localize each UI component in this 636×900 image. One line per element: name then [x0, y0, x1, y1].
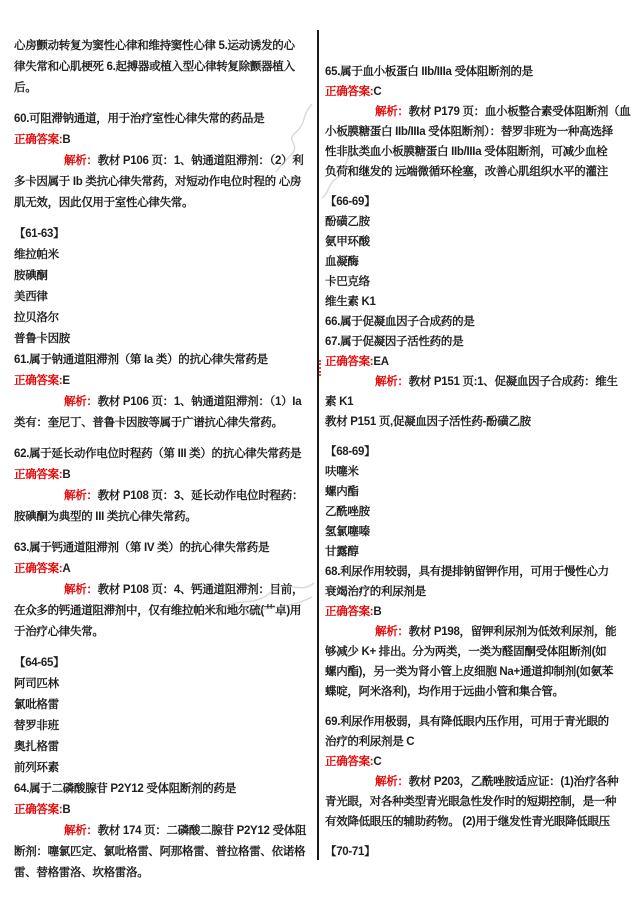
watermark-scribble	[272, 100, 320, 174]
analysis-text: 教材 P203，乙酰唑胺适应证：(1)治疗各种	[408, 776, 619, 788]
correct-answer-label: 正确答案:	[325, 356, 374, 368]
text-continuation-line: 雷、替格雷洛、坎格雷洛。	[14, 867, 149, 879]
question-group-header: 【70-71】	[325, 846, 376, 858]
option-item: 阿司匹林	[14, 678, 59, 690]
answer-value: C	[373, 86, 382, 98]
option-item: 普鲁卡因胺	[14, 333, 70, 345]
option-item: 替罗非班	[14, 720, 59, 732]
left-column	[14, 36, 316, 884]
text-continuation-line: 小板膜糖蛋白 IIb/IIIa 受体阻断剂）：替罗非班为一种高选择	[325, 126, 613, 138]
text-continuation-line: 性非肽类血小板膜糖蛋白 IIb/IIIa 受体阻断剂，可减少血栓	[325, 146, 608, 158]
paragraph-line: 律失常和心肌梗死 6.起搏器或植入型心律转复除颤器植入	[14, 61, 295, 73]
question-line: 60.可阻滞钠通道，用于治疗室性心律失常的药品是	[14, 113, 265, 125]
analysis-text: 教材 P151 页:1、促凝血因子合成药：维生	[408, 376, 618, 388]
correct-answer-label: 正确答案:	[325, 86, 374, 98]
option-item: 乙酰唑胺	[325, 506, 370, 518]
option-item: 酚磺乙胺	[325, 216, 370, 228]
correct-answer-label: 正确答案:	[14, 563, 63, 575]
option-item: 血凝酶	[325, 256, 359, 268]
correct-answer-label: 正确答案:	[325, 606, 374, 618]
answer-value: E	[62, 375, 70, 387]
analysis-label: 解析：	[64, 490, 98, 502]
question-group-header: 【64-65】	[14, 657, 65, 669]
text-continuation-line: 多卡因属于 Ib 类抗心律失常药，对短动作电位时程的 心房	[14, 176, 302, 188]
paragraph-line: 心房颤动转复为窦性心律和维持窦性心律 5.运动诱发的心	[14, 40, 295, 52]
option-item: 螺内酯	[325, 486, 359, 498]
watermark-scribble	[214, 575, 318, 619]
question-line: 62.属于延长动作电位时程药（第 III 类）的抗心律失常药是	[14, 448, 302, 460]
right-column	[325, 62, 630, 862]
text-continuation-line: 蝶啶，阿米洛利)，均作用于远曲小管和集合管。	[325, 686, 564, 698]
analysis-text: 教材 P108 页：4、钙通道阻滞剂：目前，	[97, 584, 304, 596]
analysis-text: 教材 P179 页：血小板整合素受体阻断剂（血	[408, 106, 631, 118]
correct-answer-line	[14, 371, 316, 392]
option-item: 呋噻米	[325, 466, 359, 478]
blank-line	[14, 99, 316, 109]
blank-line	[325, 432, 630, 442]
answer-value: B	[373, 606, 382, 618]
correct-answer-label: 正确答案:	[14, 134, 63, 146]
question-group-header: 【61-63】	[14, 228, 65, 240]
question-line: 66.属于促凝血因子合成药的是	[325, 316, 475, 328]
text-continuation-line: 在众多的钙通道阻滞剂中，仅有维拉帕米和地尔硫(艹卓)用	[14, 605, 302, 617]
answer-value: C	[373, 756, 382, 768]
correct-answer-line	[14, 800, 316, 821]
option-item: 美西律	[14, 291, 48, 303]
text-continuation-line: 衰竭治疗的利尿剂是	[325, 586, 426, 598]
option-item: 胺碘酮	[14, 270, 48, 282]
correct-answer-label: 正确答案:	[325, 756, 374, 768]
question-group-header: 【66-69】	[325, 196, 376, 208]
analysis-line	[325, 772, 630, 792]
option-item: 氯吡格雷	[14, 699, 59, 711]
question-group-header: 【68-69】	[325, 446, 376, 458]
analysis-label: 解析：	[64, 396, 98, 408]
question-line: 65.属于血小板蛋白 IIb/IIIa 受体阻断剂的是	[325, 66, 533, 78]
option-item: 甘露醇	[325, 546, 359, 558]
correct-answer-line	[14, 130, 316, 151]
text-continuation-line: 类有：奎尼丁、普鲁卡因胺等属于广谱抗心律失常药。	[14, 417, 283, 429]
blank-line	[14, 214, 316, 224]
analysis-line	[325, 102, 630, 122]
blank-line	[14, 528, 316, 538]
text-continuation-line: 够减少 K+ 排出。分为两类，一类为醛固酮受体阻断剂(如	[325, 646, 607, 658]
text-continuation-line: 有效降低眼压的辅助药物。 (2)用于继发性青光眼降低眼压	[325, 816, 610, 828]
blank-line	[325, 182, 630, 192]
analysis-line	[14, 821, 316, 842]
analysis-text: 教材 P106 页：1、钠通道阻滞剂：（2）利	[97, 155, 304, 167]
watermark-scribble	[318, 146, 360, 202]
correct-answer-label: 正确答案:	[14, 375, 63, 387]
answer-value: B	[62, 804, 71, 816]
blank-line	[325, 832, 630, 842]
correct-answer-line	[325, 352, 630, 372]
text-continuation-line: 胺碘酮为典型的 III 类抗心律失常药。	[14, 511, 197, 523]
analysis-line	[325, 622, 630, 642]
stray-red-mark	[319, 360, 324, 376]
option-item: 卡巴克络	[325, 276, 370, 288]
analysis-label: 解析：	[375, 106, 409, 118]
blank-line	[325, 702, 630, 712]
analysis-label: 解析：	[375, 776, 409, 788]
analysis-label: 解析：	[64, 584, 98, 596]
text-continuation-line: 教材 P151 页,促凝血因子活性药-酚磺乙胺	[325, 416, 531, 428]
analysis-text: 教材 P106 页：1、钠通道阻滞剂：（1）Ia	[97, 396, 302, 408]
correct-answer-line	[14, 465, 316, 486]
option-item: 氨甲环酸	[325, 236, 370, 248]
analysis-line	[325, 372, 630, 392]
answer-value: B	[62, 469, 71, 481]
option-item: 前列环素	[14, 762, 59, 774]
correct-answer-label: 正确答案:	[14, 469, 63, 481]
text-continuation-line: 断剂：噻氯匹定、氯吡格雷、阿那格雷、普拉格雷、依诺格	[14, 846, 306, 858]
question-line: 63.属于钙通道阻滞剂（第 IV 类）的抗心律失常药是	[14, 542, 270, 554]
answer-value: EA	[373, 356, 389, 368]
blank-line	[14, 434, 316, 444]
question-line: 61.属于钠通道阻滞剂（第 Ia 类）的抗心律失常药是	[14, 354, 268, 366]
question-line: 67.属于促凝因子活性药的是	[325, 336, 464, 348]
text-continuation-line: 治疗的利尿剂是 C	[325, 736, 415, 748]
analysis-line	[14, 392, 316, 413]
text-continuation-line: 肌无效，因此仅用于室性心律失常。	[14, 197, 194, 209]
analysis-label: 解析：	[375, 626, 409, 638]
text-continuation-line: 青光眼，对各种类型青光眼急性发作时的短期控制，是一种	[325, 796, 617, 808]
analysis-text: 教材 174 页：二磷酸二腺苷 P2Y12 受体阻	[97, 825, 307, 837]
answer-value: A	[62, 563, 71, 575]
analysis-line	[14, 151, 316, 172]
question-line: 69.利尿作用极弱，具有降低眼内压作用，可用于青光眼的	[325, 716, 609, 728]
answer-value: B	[62, 134, 71, 146]
correct-answer-line	[325, 752, 630, 772]
option-item: 拉贝洛尔	[14, 312, 59, 324]
analysis-text: 教材 P108 页：3、延长动作电位时程药：	[97, 490, 304, 502]
correct-answer-line	[325, 82, 630, 102]
option-item: 氢氯噻嗪	[325, 526, 370, 538]
analysis-label: 解析：	[64, 155, 98, 167]
text-continuation-line: 螺内酯)，另一类为肾小管上皮细胞 Na+通道抑制剂(如氨苯	[325, 666, 614, 678]
blank-line	[14, 643, 316, 653]
text-continuation-line: 负荷和继发的 远端微循环栓塞，改善心肌组织水平的灌注	[325, 166, 608, 178]
analysis-text: 教材 P198，留钾利尿剂为低效利尿剂，能	[408, 626, 617, 638]
paragraph-line: 后。	[14, 82, 37, 94]
option-item: 奥扎格雷	[14, 741, 59, 753]
correct-answer-line	[325, 602, 630, 622]
question-line: 64.属于二磷酸腺苷 P2Y12 受体阻断剂的药是	[14, 783, 236, 795]
analysis-label: 解析：	[64, 825, 98, 837]
analysis-label: 解析：	[375, 376, 409, 388]
question-line: 68.利尿作用较弱，具有提排钠留钾作用，可用于慢性心力	[325, 566, 609, 578]
text-continuation-line: 素 K1	[325, 396, 354, 408]
option-item: 维生素 K1	[325, 296, 376, 308]
analysis-line	[14, 486, 316, 507]
option-item: 维拉帕米	[14, 249, 59, 261]
correct-answer-label: 正确答案:	[14, 804, 63, 816]
text-continuation-line: 于治疗心律失常。	[14, 626, 104, 638]
